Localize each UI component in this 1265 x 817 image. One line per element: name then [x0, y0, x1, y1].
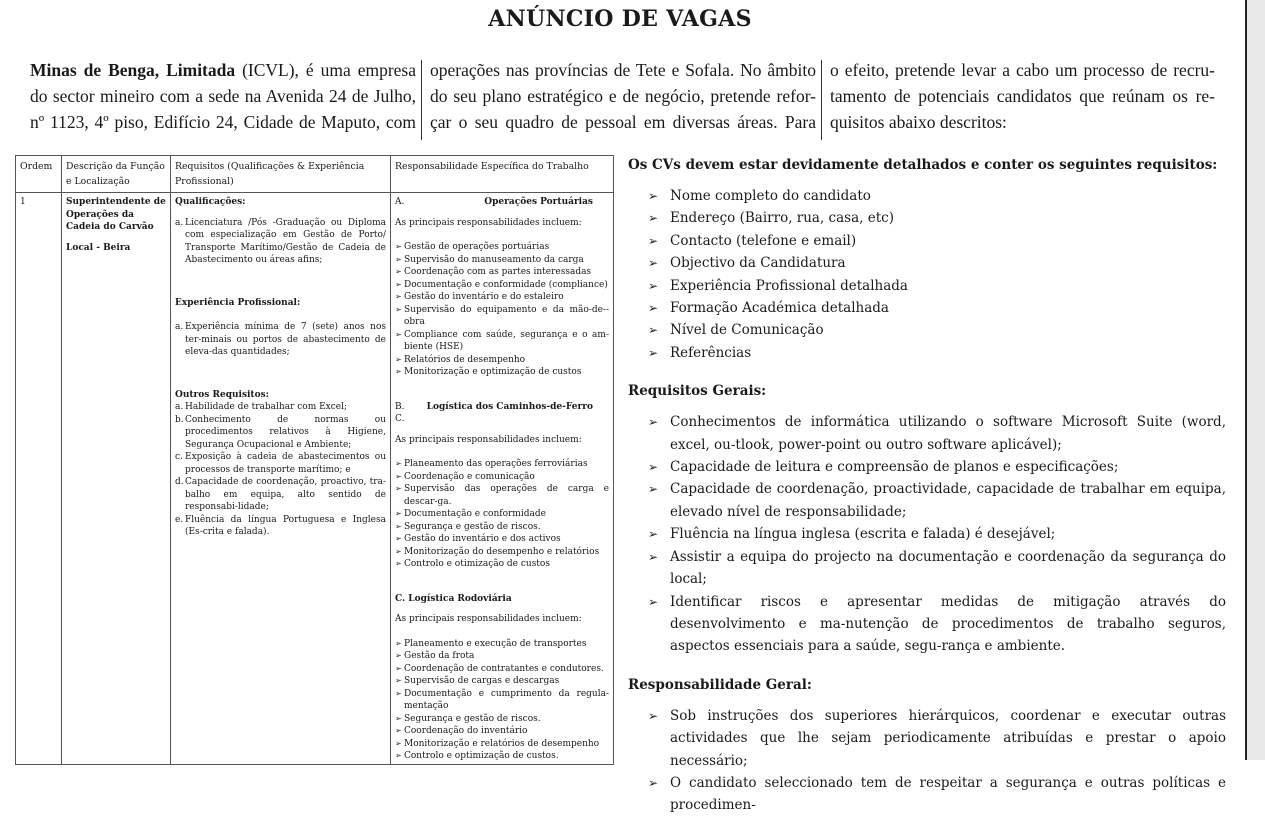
section-header [395, 401, 609, 414]
arrow-bullet-icon: ➢ [395, 459, 402, 468]
list-item [648, 275, 1226, 297]
list-item [648, 523, 1226, 545]
general-requirements-list [648, 411, 1226, 657]
column-divider [421, 60, 422, 140]
arrow-bullet-icon: ➢ [648, 233, 659, 248]
arrow-bullet-icon: ➢ [395, 304, 402, 314]
list-item-text: Controlo e otimização de custos [404, 559, 550, 569]
intro-line: (ICVL), é uma empresa [235, 60, 416, 80]
section-letter: C. [395, 414, 405, 424]
list-item-text: Documentação e conformidade [404, 509, 546, 519]
arrow-bullet-icon: ➢ [395, 738, 402, 748]
arrow-bullet-icon: ➢ [395, 676, 402, 685]
list-item-text: Experiência Profissional detalhada [670, 277, 908, 294]
vacancy-table [15, 155, 614, 765]
list-item-text: Experiência mínima de 7 (sete) anos nos ter-minais ou portos de abastecimento de eleva-das quantidades; [185, 322, 386, 357]
list-item [175, 514, 386, 539]
arrow-bullet-icon: ➢ [395, 471, 402, 481]
section-intro: As principais responsabilidades incluem: [395, 614, 582, 624]
list-item-text: Relatórios de desempenho [404, 354, 526, 365]
list-item-text: Conhecimento de normas ou procedimentos relativos à Higiene, Segurança Ocupacional e Ambiente; [185, 414, 386, 450]
arrow-bullet-icon: ➢ [648, 415, 659, 430]
list-item-text: Monitorização e relatórios de desempenho [404, 738, 600, 749]
list-item-text: Capacidade de coordenação, proactividade, capacidade de trabalhar em equipa, elevado nível de responsabilidade; [670, 481, 1226, 520]
arrow-bullet-icon: ➢ [395, 534, 402, 543]
arrow-bullet-icon: ➢ [395, 267, 402, 276]
scroll-edge [1245, 0, 1265, 760]
list-item [395, 663, 609, 676]
arrow-bullet-icon: ➢ [648, 189, 659, 203]
list-item-text: Capacidade de coordenação, proactivo, tra-balho em equipa, alto sentido de responsabi-lidade; [185, 477, 386, 512]
experience-title: Experiência Profissional: [175, 297, 301, 308]
arrow-bullet-icon: ➢ [395, 254, 402, 264]
list-item-text: Conhecimentos de informática utilizando o software Microsoft Suite (word, excel, ou-tlook, power-point ou outro software aplicável); [670, 414, 1226, 453]
arrow-bullet-icon: ➢ [395, 354, 402, 364]
arrow-bullet-icon: ➢ [395, 688, 402, 698]
list-item-text: Assistir a equipa do projecto na documentação e coordenação da segurança do local; [670, 548, 1226, 588]
list-marker: e. [175, 514, 184, 525]
intro-line: quisitos abaixo descritos: [830, 112, 1007, 132]
list-item [395, 713, 609, 726]
header-requirements: Requisitos (Qualificações & Experiência Profissional) [171, 156, 391, 193]
list-item-text: Endereço (Bairro, rua, casa, etc) [670, 210, 894, 227]
list-item-text: Coordenação e comunicação [404, 471, 535, 482]
list-item [395, 266, 609, 279]
list-item [648, 546, 1226, 591]
arrow-bullet-icon: ➢ [395, 509, 402, 518]
list-item-text: Gestão de operações portuárias [404, 242, 550, 252]
experience-list [175, 321, 386, 359]
list-item-text: Fluência da língua Portuguesa e Inglesa (Es-crita e falada). [185, 514, 386, 537]
intro-line: nº 1123, 4º piso, Edifício 24, Cidade de Maputo, com [30, 112, 416, 132]
header-function: Descrição da Função e Localização [62, 156, 171, 193]
list-item [648, 591, 1226, 658]
list-item [395, 725, 609, 738]
list-item [648, 230, 1226, 252]
list-marker: a. [175, 322, 184, 332]
arrow-bullet-icon: ➢ [648, 549, 659, 564]
list-item-text: Nome completo do candidato [670, 188, 871, 204]
arrow-bullet-icon: ➢ [648, 301, 659, 316]
list-item-text: Planeamento e execução de transportes [404, 638, 587, 649]
arrow-bullet-icon: ➢ [395, 663, 402, 673]
intro-column-2 [430, 57, 816, 135]
list-item [648, 185, 1226, 207]
section-header [395, 196, 609, 209]
arrow-bullet-icon: ➢ [395, 329, 402, 339]
list-item [648, 705, 1226, 772]
list-marker: d. [175, 477, 184, 487]
cv-heading: Os CVs devem estar devidamente detalhados e conter os seguintes requisitos: [628, 157, 1218, 173]
arrow-bullet-icon: ➢ [395, 751, 402, 760]
list-item [395, 254, 609, 267]
section-title: Logística dos Caminhos-de-Ferro [426, 401, 593, 412]
list-item-text: Fluência na língua inglesa (escrita e falada) é desejável; [670, 526, 1056, 543]
arrow-bullet-icon: ➢ [648, 256, 659, 271]
list-item-text: Documentação e conformidade (compliance) [404, 279, 608, 290]
arrow-bullet-icon: ➢ [395, 292, 402, 301]
list-marker: b. [175, 414, 184, 425]
header-responsibility: Responsabilidade Específica do Trabalho [391, 156, 614, 193]
arrow-bullet-icon: ➢ [395, 242, 402, 251]
general-responsibility-heading: Responsabilidade Geral: [628, 676, 812, 693]
list-item [395, 750, 609, 763]
list-item-text: Contacto (telefone e email) [670, 232, 857, 249]
list-item [395, 650, 609, 663]
arrow-bullet-icon: ➢ [648, 482, 659, 497]
list-item [648, 252, 1226, 274]
intro-line: do sector mineiro com a sede na Avenida 24 de Julho, [30, 86, 416, 106]
arrow-bullet-icon: ➢ [395, 726, 402, 735]
arrow-bullet-icon: ➢ [648, 527, 659, 542]
list-item-text: Identificar riscos e apresentar medidas de mitigação através do desenvolvimento e ma-nutenção de procedimentos de trabalho seguros, aspectos essenciais para a saúde, segu-rança e ambiente. [670, 593, 1226, 655]
list-item-text: Supervisão do equipamento e da mão-de--obra [404, 304, 609, 327]
intro-line: tamento de potenciais candidatos que reúnam os re- [830, 86, 1215, 106]
cell-function [62, 193, 171, 765]
list-item [395, 471, 609, 484]
qualifications-list [175, 217, 386, 267]
list-item [175, 476, 386, 514]
arrow-bullet-icon: ➢ [648, 345, 659, 360]
intro-column-3 [830, 57, 1215, 135]
arrow-bullet-icon: ➢ [395, 651, 402, 660]
list-item [395, 533, 609, 546]
arrow-bullet-icon: ➢ [648, 460, 659, 475]
list-item [175, 321, 386, 359]
section-title: Operações Portuárias [484, 197, 593, 207]
company-name: Minas de Benga, Limitada [30, 60, 236, 80]
list-item [175, 217, 386, 267]
list-item-text: Coordenação com as partes interessadas [404, 267, 592, 277]
list-item-text: Segurança e gestão de riscos. [404, 521, 541, 532]
list-item-text: Gestão do inventário e do estaleiro [404, 292, 564, 302]
list-item [395, 329, 609, 354]
list-item-text: Coordenação de contratantes e condutores. [404, 663, 604, 674]
list-item [648, 772, 1226, 817]
intro-line: o efeito, pretende levar a cabo um processo de recru- [830, 60, 1215, 80]
list-item-text: Gestão do inventário e dos activos [404, 534, 561, 544]
list-item [175, 451, 386, 476]
table-header-row [16, 156, 614, 193]
list-item-text: Documentação e cumprimento da regula-mentação [404, 688, 609, 711]
list-marker: c. [175, 452, 183, 462]
page-title: ANÚNCIO DE VAGAS [488, 6, 752, 32]
list-item [648, 478, 1226, 523]
list-item [648, 456, 1226, 478]
list-item [395, 483, 609, 508]
section-list [395, 638, 609, 763]
intro-line: çar o seu quadro de pessoal em diversas áreas. Para [430, 112, 816, 132]
section-intro: As principais responsabilidades incluem: [395, 217, 582, 228]
arrow-bullet-icon: ➢ [648, 211, 659, 226]
cell-requirements [171, 193, 391, 765]
list-item-text: Monitorização e optimização de custos [404, 367, 582, 377]
section-list [395, 458, 609, 571]
cell-order: 1 [16, 193, 62, 765]
list-item [395, 688, 609, 713]
intro-column-1 [30, 57, 416, 135]
general-responsibility-list [648, 705, 1226, 817]
list-item-text: Monitorização do desempenho e relatórios [404, 546, 600, 557]
general-requirements-heading: Requisitos Gerais: [628, 383, 767, 400]
arrow-bullet-icon: ➢ [395, 367, 402, 376]
list-item [175, 414, 386, 452]
list-item [395, 279, 609, 292]
list-item [395, 291, 609, 304]
list-marker: a. [175, 402, 184, 412]
list-item-text: Supervisão do manuseamento da carga [404, 254, 584, 265]
right-column [628, 154, 1226, 817]
list-item [648, 319, 1226, 341]
list-item [395, 458, 609, 471]
header-order: Ordem [16, 156, 62, 193]
arrow-bullet-icon: ➢ [648, 323, 659, 338]
list-item [175, 401, 386, 414]
function-title: Superintendente de Operações da Cadeia do Carvão [66, 197, 166, 232]
list-item [395, 508, 609, 521]
responsibility-sections [395, 196, 609, 761]
arrow-bullet-icon: ➢ [395, 484, 402, 493]
arrow-bullet-icon: ➢ [648, 278, 659, 293]
list-item-text: Exposição à cadeia de abastecimentos ou processos de transporte marítimo; e [185, 452, 386, 475]
list-item-text: Gestão da frota [404, 651, 475, 661]
list-marker: a. [175, 217, 184, 228]
list-item-text: Capacidade de leitura e compreensão de planos e especificações; [670, 459, 1119, 476]
list-item-text: Licenciatura /Pós -Graduação ou Diploma com especialização em Gestão de Porto/ Transporte Marítimo/Gestão de Cadeia de Abastecimento ou áreas afins; [185, 217, 386, 265]
intro-line: operações nas províncias de Tete e Sofala. No âmbito [430, 60, 816, 80]
qualifications-title: Qualificações: [175, 197, 246, 207]
list-item-text: Nível de Comunicação [670, 322, 824, 339]
arrow-bullet-icon: ➢ [395, 713, 402, 723]
section-intro: As principais responsabilidades incluem: [395, 434, 582, 445]
list-item [395, 354, 609, 367]
list-item [648, 411, 1226, 456]
list-item [395, 546, 609, 559]
list-item-text: Coordenação do inventário [404, 726, 528, 736]
section-letter: B. [395, 401, 405, 412]
list-item-text: Planeamento das operações ferroviárias [404, 459, 588, 469]
list-item [648, 297, 1226, 319]
table-row [16, 193, 614, 765]
list-item-text: Referências [670, 344, 752, 361]
cv-requirements-list [648, 185, 1226, 364]
list-item [395, 638, 609, 651]
arrow-bullet-icon: ➢ [395, 559, 402, 568]
list-item-text: O candidato seleccionado tem de respeitar a segurança e outras políticas e procedimen- [670, 774, 1226, 814]
arrow-bullet-icon: ➢ [395, 521, 402, 531]
section-title: C. Logística Rodoviária [395, 593, 512, 604]
list-item [395, 675, 609, 688]
arrow-bullet-icon: ➢ [648, 775, 659, 790]
list-item-text: Formação Académica detalhada [670, 300, 889, 317]
arrow-bullet-icon: ➢ [648, 708, 659, 723]
list-item [395, 366, 609, 379]
arrow-bullet-icon: ➢ [395, 279, 402, 289]
list-item [648, 207, 1226, 229]
cell-responsibilities [391, 193, 614, 765]
list-item [395, 558, 609, 571]
intro-line: do seu plano estratégico e de negócio, pretende refor- [430, 86, 816, 106]
list-item-text: Compliance com saúde, segurança e o am-biente (HSE) [404, 329, 609, 352]
list-item-text: Segurança e gestão de riscos. [404, 713, 541, 724]
section-letter: A. [395, 197, 405, 207]
list-item [395, 738, 609, 751]
list-item-text: Controlo e optimização de custos. [404, 751, 559, 761]
list-item-text: Supervisão de cargas e descargas [404, 676, 560, 686]
list-item [648, 342, 1226, 364]
list-item [395, 521, 609, 534]
column-divider [821, 60, 822, 140]
section-list [395, 241, 609, 379]
list-item [395, 241, 609, 254]
list-item-text: Supervisão das operações de carga e descar-ga. [404, 484, 609, 507]
list-item-text: Habilidade de trabalhar com Excel; [185, 402, 348, 412]
list-item-text: Sob instruções dos superiores hierárquicos, coordenar e executar outras actividades que lhe sejam periodicamente atribuídas e prestar o apoio necessário; [670, 707, 1226, 769]
list-item [395, 304, 609, 329]
section-header [395, 593, 609, 606]
other-requirements-title: Outros Requisitos: [175, 389, 269, 400]
arrow-bullet-icon: ➢ [395, 546, 402, 556]
arrow-bullet-icon: ➢ [648, 594, 659, 609]
other-requirements-list [175, 401, 386, 539]
arrow-bullet-icon: ➢ [395, 638, 402, 648]
list-item-text: Objectivo da Candidatura [670, 255, 846, 272]
function-location: Local - Beira [66, 242, 131, 253]
